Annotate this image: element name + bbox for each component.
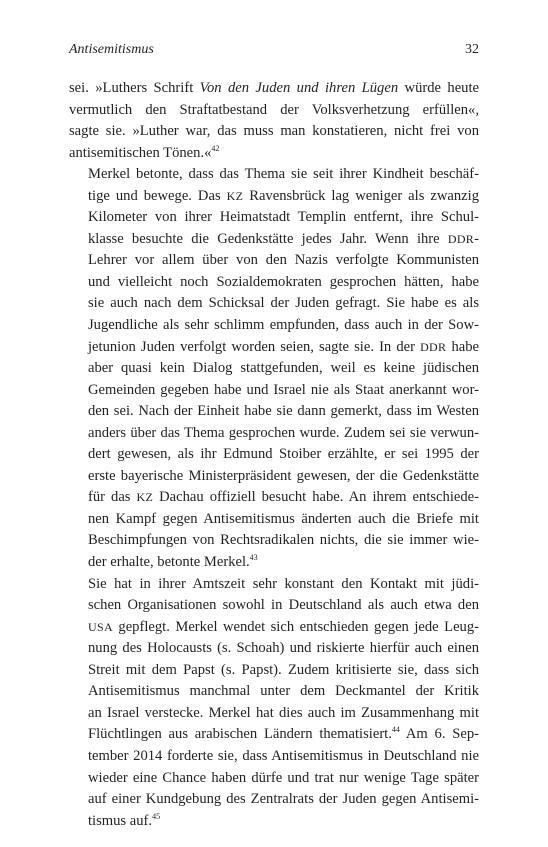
text-line: dert gewesen, als ihr Edmund Stoiber erzählte, er sei 1995 der [88,446,479,463]
footnote-ref: 45 [152,811,161,821]
text-line: sei. »Luthers Schrift Von den Juden und ihren Lügen würde heute [69,80,480,96]
text-line: an Israel verstecke. Merkel hat dies auch im Zusammenhang mit [88,704,479,721]
page-number: 32 [465,42,479,57]
text-line: erste bayerische Ministerpräsident gewesen, der die Gedenkstätte [88,467,479,484]
text-line: anders über das Thema gesprochen wurde. Zudem sei sie verwun- [88,424,479,441]
footnote-ref: 43 [249,553,258,563]
text-line: Sie hat in ihrer Amtszeit sehr konstant den Kontakt mit jüdi- [88,575,479,592]
text-line: tember 2014 forderte sie, dass Antisemitismus in Deutschland nie [88,747,479,764]
abbreviation: KZ [226,188,244,203]
abbreviation: USA [88,619,113,634]
footnote-ref: 42 [211,143,220,153]
body-text [69,78,479,832]
text-line: Kilometer von ihrer Heimatstadt Templin entfernt, ihre Schul- [88,209,479,226]
text-line: Merkel betonte, dass das Thema sie seit ihrer Kindheit beschäf- [88,166,479,183]
text-line: Beschimpfungen von Rechtsradikalen nichts, die sie immer wie- [88,532,479,549]
paragraph [69,78,479,164]
running-title: Antisemitismus [69,42,154,57]
text-line: jetunion Juden verfolgt worden seien, sagte sie. In der DDR habe [88,338,480,355]
text-line: Jugendliche als sehr schlimm empfunden, dass auch in der Sow- [88,317,479,334]
running-head [69,42,479,62]
text-line: nung des Holocausts (s. Schoah) und riskierte hierfür auch einen [88,640,479,657]
text-line: auf einer Kundgebung des Zentralrats der Juden gegen Antisemi- [88,791,479,808]
text-line: den sei. Nach der Einheit habe sie dann gemerkt, dass im Westen [88,403,479,420]
text-line: Gemeinden gegeben habe und Israel nie als Staat anerkannt wor- [88,381,479,398]
text-line: tige und bewege. Das KZ Ravensbrück lag weniger als zwanzig [88,187,479,204]
text-line: nen Kampf gegen Antisemitismus änderten auch die Briefe mit [88,510,479,527]
abbreviation: KZ [136,490,154,505]
text-line: Antisemitismus manchmal unter dem Deckmantel der Kritik [88,683,479,700]
text-line: tismus auf.$^{45}$ [88,811,161,829]
text-line: Flüchtlingen aus arabischen Ländern thematisiert.$^{44}$ Am 6. Sep- [88,725,479,743]
book-title: Von den Juden und ihren Lügen [199,80,399,96]
text-line: wieder eine Chance haben dürfe und trat nur wenige Tage später [88,769,479,786]
text-line: aber quasi kein Dialog stattgefunden, weil es keine jüdischen [88,360,479,377]
text-line: vermutlich den Straftatbestand der Volksverhetzung erfüllen«, [69,101,479,118]
paragraph [69,164,479,573]
text-line: sie auch nach dem Schicksal der Juden gefragt. Sie habe es als [88,295,479,312]
text-line: Streit mit dem Papst (s. Papst). Zudem kritisierte sie, dass sich [88,661,479,678]
paragraph [69,574,479,833]
text-line: Lehrer vor allem über von den Nazis verfolgte Kommunisten [88,252,479,269]
text-line: klasse besuchte die Gedenkstätte jedes Jahr. Wenn ihre DDR- [88,230,479,247]
abbreviation: DDR [420,339,447,354]
footnote-ref: 44 [391,725,400,735]
text-line: für das KZ Dachau offiziell besucht habe. An ihrem entschiede- [88,489,479,506]
text-line: antisemitischen Tönen.«$^{42}$ [69,143,220,161]
text-line: USA gepflegt. Merkel wendet sich entschieden gegen jede Leug- [88,618,479,635]
text-line: schen Organisationen sowohl in Deutschland als auch etwa den [88,597,479,614]
text-line: sagte sie. »Luther war, das muss man konstatieren, nicht frei von [69,123,479,140]
abbreviation: DDR [447,231,475,246]
text-line: und vielleicht noch Sozialdemokraten gesprochen hätten, habe [88,273,479,290]
text-line: der erhalte, betonte Merkel.$^{43}$ [88,553,258,571]
